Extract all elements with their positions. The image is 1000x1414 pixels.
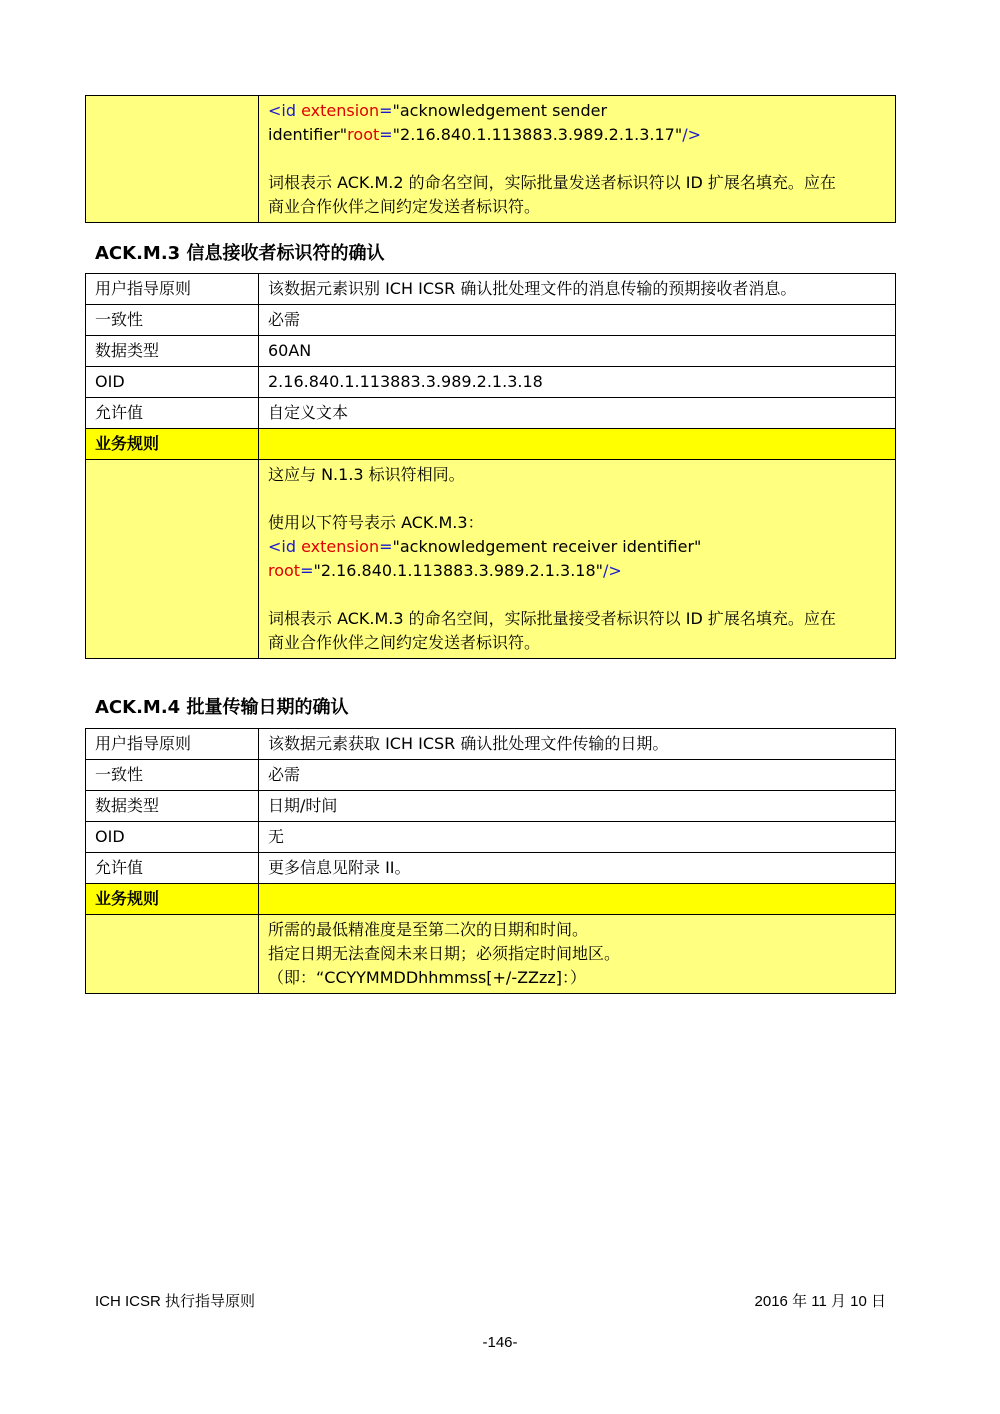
row-value: 60AN: [259, 336, 896, 367]
rule-line: 这应与 N.1.3 标识符相同。: [268, 465, 465, 484]
ack-m3-table: [85, 273, 896, 659]
xml-code-line: identifier"root="2.16.840.1.113883.3.989.2.1.3.17"/>: [268, 125, 701, 144]
row-label: 用户指导原则: [86, 729, 259, 760]
row-value: 该数据元素识别 ICH ICSR 确认批处理文件的消息传输的预期接收者消息。: [259, 274, 896, 305]
business-rules-row: [86, 915, 896, 994]
row-label: 一致性: [86, 305, 259, 336]
empty-label-cell: [86, 96, 259, 223]
note-line: 词根表示 ACK.M.2 的命名空间，实际批量发送者标识符以 ID 扩展名填充。应在: [268, 173, 836, 192]
row-value: 必需: [259, 760, 896, 791]
row-label: 数据类型: [86, 791, 259, 822]
business-rules-header-row: [86, 884, 896, 915]
section-heading-ack-m4: ACK.M.4 批量传输日期的确认: [95, 697, 349, 718]
page-number: -146-: [482, 1334, 518, 1351]
business-rules-label: 业务规则: [86, 884, 259, 915]
row-value: 必需: [259, 305, 896, 336]
xml-code-line: <id extension="acknowledgement sender: [268, 101, 608, 120]
row-value: 2.16.840.1.113883.3.989.2.1.3.18: [259, 367, 896, 398]
business-rules-header-empty: [259, 884, 896, 915]
row-value: 日期/时间: [259, 791, 896, 822]
table-row: [86, 760, 896, 791]
row-label: OID: [86, 367, 259, 398]
business-rules-row: [86, 460, 896, 659]
table-row: [86, 305, 896, 336]
note-line: 商业合作伙伴之间约定发送者标识符。: [268, 197, 541, 216]
footer-document-title: ICH ICSR 执行指导原则: [95, 1293, 256, 1310]
row-label: 数据类型: [86, 336, 259, 367]
empty-label-cell: [86, 460, 259, 659]
table-row: [86, 336, 896, 367]
footer-date: 2016 年 11 月 10 日: [754, 1293, 886, 1310]
row-label: 用户指导原则: [86, 274, 259, 305]
ack-m4-table: [85, 728, 896, 994]
table-row: [86, 853, 896, 884]
rule-line: 指定日期无法查阅未来日期；必须指定时间地区。: [268, 944, 621, 963]
empty-label-cell: [86, 915, 259, 994]
row-label: 允许值: [86, 398, 259, 429]
business-rule-content: [259, 915, 896, 994]
rule-line: 所需的最低精准度是至第二次的日期和时间。: [268, 920, 589, 939]
table-row: [86, 367, 896, 398]
row-label: OID: [86, 822, 259, 853]
business-rules-header-empty: [259, 429, 896, 460]
table-row: [86, 274, 896, 305]
row-value: 该数据元素获取 ICH ICSR 确认批处理文件传输的日期。: [259, 729, 896, 760]
section-heading-ack-m3: ACK.M.3 信息接收者标识符的确认: [95, 243, 385, 264]
table-row: [86, 729, 896, 760]
ack-m2-continuation-table: [85, 95, 896, 223]
rule-line: （即：“CCYYMMDDhhmmss[+/-ZZzz]：）: [268, 968, 587, 987]
business-rules-label: 业务规则: [86, 429, 259, 460]
xml-code-line: <id extension="acknowledgement receiver identifier": [268, 537, 702, 556]
xml-code-line: root="2.16.840.1.113883.3.989.2.1.3.18"/>: [268, 561, 622, 580]
row-value: 无: [259, 822, 896, 853]
business-rules-header-row: [86, 429, 896, 460]
row-label: 允许值: [86, 853, 259, 884]
rule-line: 使用以下符号表示 ACK.M.3：: [268, 513, 484, 532]
row-label: 一致性: [86, 760, 259, 791]
business-rule-content: [259, 96, 896, 223]
table-row: [86, 822, 896, 853]
table-row: [86, 791, 896, 822]
table-row: [86, 96, 896, 223]
note-line: 商业合作伙伴之间约定发送者标识符。: [268, 633, 541, 652]
business-rule-content: [259, 460, 896, 659]
note-line: 词根表示 ACK.M.3 的命名空间，实际批量接受者标识符以 ID 扩展名填充。应在: [268, 609, 836, 628]
row-value: 自定义文本: [259, 398, 896, 429]
table-row: [86, 398, 896, 429]
row-value: 更多信息见附录 II。: [259, 853, 896, 884]
